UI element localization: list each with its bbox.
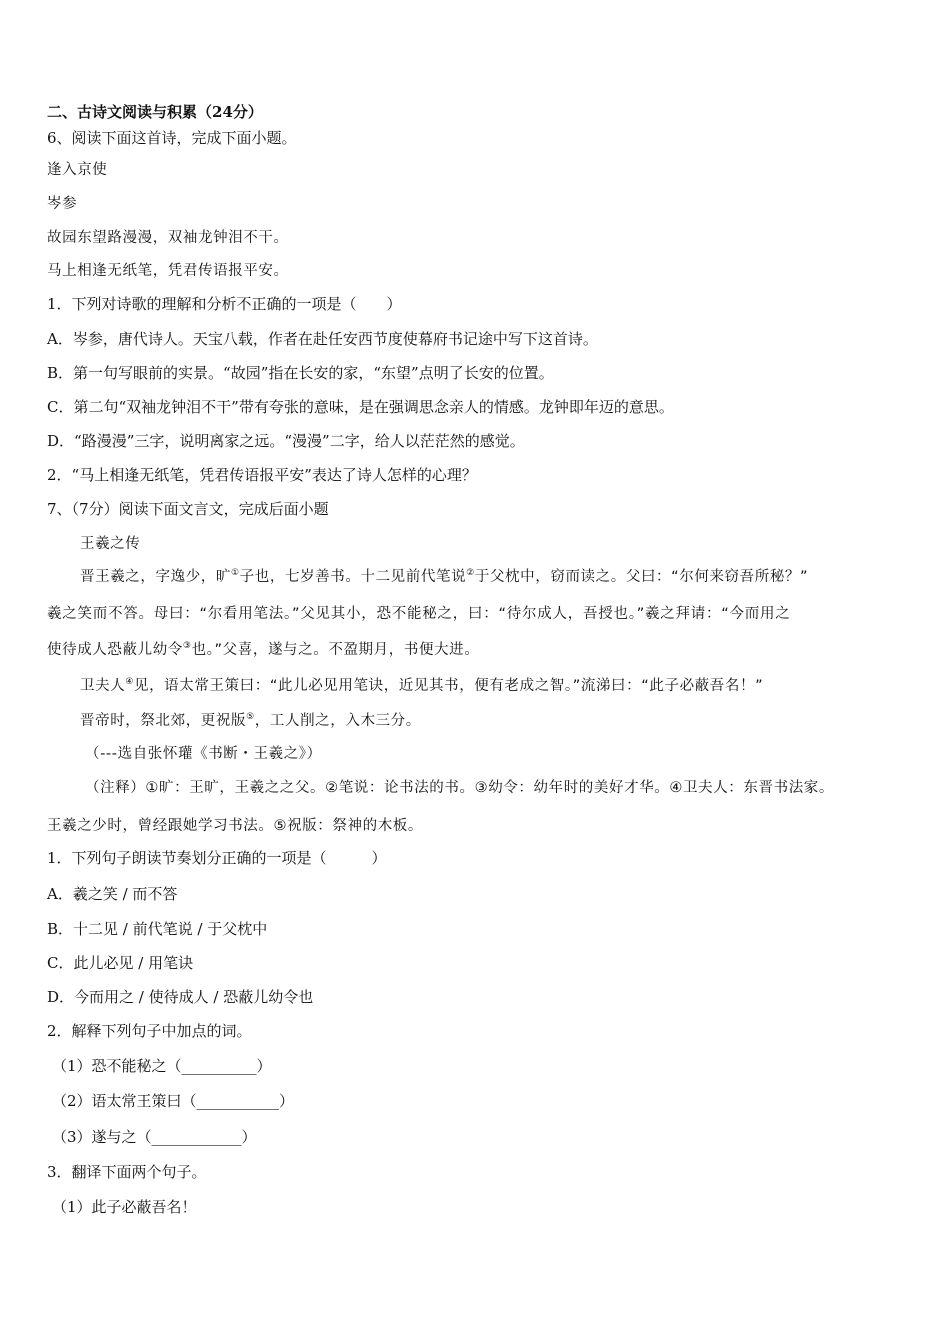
passage-text: 也。”父喜，遂与之。不盈期月，书便大进。 [191, 642, 480, 658]
q6-sub1-stem: 1．下列对诗歌的理解和分析不正确的一项是（ ） [47, 295, 402, 313]
q6-prompt: 6、阅读下面这首诗，完成下面小题。 [47, 129, 297, 147]
passage-p1-line3 [47, 640, 479, 660]
section-heading: 二、古诗文阅读与积累（24分） [47, 103, 263, 121]
q7-sub2-item-1: （1）恐不能秘之（__________） [52, 1057, 272, 1075]
passage-text: 晋帝时，祭北郊，更祝版 [80, 713, 247, 729]
poem-line-2: 马上相逢无纸笔，凭君传语报平安。 [47, 263, 289, 279]
passage-text: 晋王羲之，字逸少，旷 [80, 569, 231, 585]
passage-notes-line2: 王羲之少时，曾经跟她学习书法。⑤祝版：祭神的木板。 [47, 818, 423, 834]
passage-text: 使待成人恐蔽儿幼令 [47, 642, 183, 658]
passage-p1-line2: 羲之笑而不答。母曰：“尔看用笔法。”父见其小，恐不能秘之，曰：“待尔成人，吾授也。”羲之拜请：“今而用之 [47, 606, 791, 622]
q6-option-b: B．第一句写眼前的实景。“故园”指在长安的家，“东望”点明了长安的位置。 [47, 364, 554, 382]
passage-notes-line1: （注释）①旷：王旷，王羲之之父。②笔说：论书法的书。③幼令：幼年时的美好才华。④卫夫人：东晋书法家。 [85, 780, 834, 796]
footnote-marker: ④ [125, 677, 134, 688]
q7-prompt: 7、（7分）阅读下面文言文，完成后面小题 [47, 500, 329, 518]
q7-sub2-item-3: （3）遂与之（____________） [52, 1128, 257, 1146]
q7-sub1-stem: 1．下列句子朗读节奏划分正确的一项是（ ） [47, 849, 387, 867]
footnote-marker: ② [466, 568, 475, 579]
passage-p2 [80, 676, 763, 696]
q7-option-c: C．此儿必见 / 用笔诀 [47, 954, 194, 972]
q7-option-b: B．十二见 / 前代笔说 / 于父枕中 [47, 920, 268, 938]
q7-sub2-item-2: （2）语太常王策曰（___________） [52, 1092, 295, 1110]
passage-p1-line1 [80, 567, 808, 587]
q7-option-a: A．羲之笑 / 而不答 [47, 885, 178, 903]
q6-option-d: D．“路漫漫”三字，说明离家之远。“漫漫”二字，给人以茫茫然的感觉。 [47, 432, 525, 450]
poem-title: 逢入京使 [47, 162, 108, 178]
footnote-marker: ① [231, 568, 240, 579]
passage-text: ，工人削之，入木三分。 [254, 713, 421, 729]
footnote-marker: ③ [182, 641, 192, 652]
passage-p3 [80, 711, 421, 731]
q6-option-c: C．第二句“双袖龙钟泪不干”带有夸张的意味，是在强调思念亲人的情感。龙钟即年迈的意思。 [47, 398, 674, 416]
passage-text: 卫夫人 [80, 678, 126, 694]
q7-sub3-item-1: （1）此子必蔽吾名！ [52, 1198, 197, 1216]
q6-sub2-stem: 2．“马上相逢无纸笔，凭君传语报平安”表达了诗人怎样的心理？ [47, 466, 477, 484]
q7-sub3-stem: 3．翻译下面两个句子。 [47, 1163, 207, 1181]
passage-source: （---选自张怀瓘《书断・王羲之》） [85, 746, 322, 762]
poem-line-1: 故园东望路漫漫，双袖龙钟泪不干。 [47, 230, 289, 246]
passage-text: 于父枕中，窃而读之。父曰：“尔何来窃吾所秘？” [474, 569, 809, 585]
poem-author: 岑参 [47, 196, 78, 212]
q6-option-a: A．岑参，唐代诗人。天宝八载，作者在赴任安西节度使幕府书记途中写下这首诗。 [47, 330, 598, 348]
q7-option-d: D．今而用之 / 使待成人 / 恐蔽儿幼令也 [47, 988, 314, 1006]
footnote-marker: ⑤ [246, 712, 255, 723]
passage-text: 子也，七岁善书。十二见前代笔说 [239, 569, 467, 585]
passage-title: 王羲之传 [80, 536, 141, 552]
q7-sub2-stem: 2．解释下列句子中加点的词。 [47, 1022, 252, 1040]
passage-text: 见，语太常王策曰：“此儿必见用笔诀，近见其书，便有老成之智。”流涕曰：“此子必蔽吾名！” [133, 678, 764, 694]
